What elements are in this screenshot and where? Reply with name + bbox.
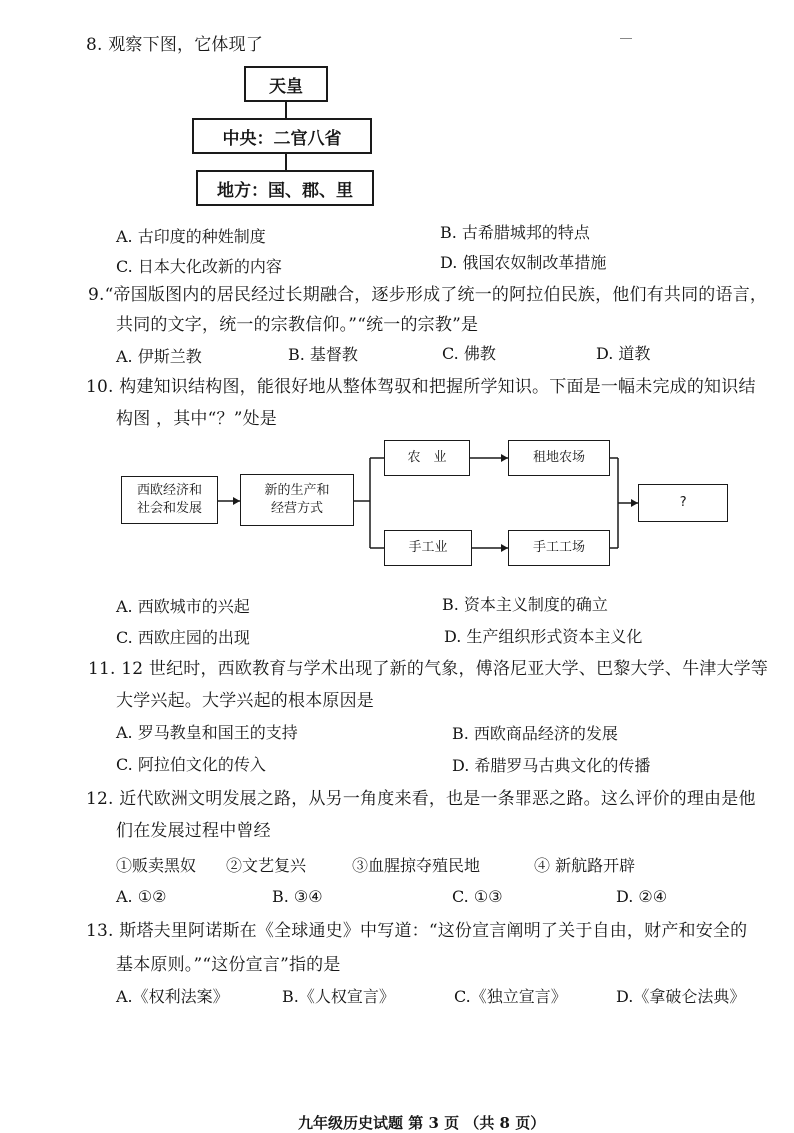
q13-stem-line2: 基本原则。”“这份宣言”指的是 (116, 955, 341, 975)
q13-option-c: C.《独立宣言》 (454, 987, 567, 1006)
q12-stem-line1: 12. 近代欧洲文明发展之路，从另一角度来看，也是一条罪恶之路。这么评价的理由是他 (86, 789, 756, 809)
q12-item-3: ③血腥掠夺殖民地 (352, 856, 481, 875)
q10-box-new-production (240, 474, 354, 526)
q9-option-d: D. 道教 (596, 344, 651, 363)
q12-option-b: B. ③④ (272, 887, 323, 906)
q9-stem-line2: 共同的文字，统一的宗教信仰。”“统一的宗教”是 (116, 315, 479, 335)
q10-option-c: C. 西欧庄园的出现 (116, 628, 250, 647)
q10-option-b: B. 资本主义制度的确立 (442, 595, 608, 614)
q9-option-b: B. 基督教 (288, 345, 358, 364)
q12-option-d: D. ②④ (616, 887, 668, 906)
q12-item-4: ④ 新航路开辟 (534, 856, 636, 875)
q8-option-c: C. 日本大化改新的内容 (116, 257, 282, 276)
q11-option-c: C. 阿拉伯文化的传入 (116, 755, 266, 774)
q12-item-2: ②文艺复兴 (226, 856, 307, 875)
q8-option-b: B. 古希腊城邦的特点 (440, 223, 590, 242)
q10-option-a: A. 西欧城市的兴起 (116, 597, 250, 616)
q9-stem-line1: 9.“帝国版图内的居民经过长期融合，逐步形成了统一的阿拉伯民族，他们有共同的语言， (88, 285, 768, 305)
q11-option-d: D. 希腊罗马古典文化的传播 (452, 756, 651, 775)
q11-stem-line2: 大学兴起。大学兴起的根本原因是 (116, 691, 374, 711)
q12-option-a: A. ①② (116, 887, 167, 906)
q10-stem-line2: 构图 ，其中“？”处是 (116, 409, 277, 429)
page-footer: 九年级历史试题 第 3 页 （共 8 页） (298, 1114, 546, 1132)
q11-stem-line1: 11. 12 世纪时，西欧教育与学术出现了新的气象，傅洛尼亚大学、巴黎大学、牛津大学等 (88, 659, 769, 679)
q8-box-local: 地方：国、郡、里 (196, 170, 374, 206)
q10-option-d: D. 生产组织形式资本主义化 (444, 627, 643, 646)
q10-box-new-production-line1: 新的生产和 (264, 483, 330, 498)
q12-option-c: C. ①③ (452, 887, 503, 906)
q13-option-d: D.《拿破仑法典》 (616, 987, 746, 1006)
q13-stem-line1: 13. 斯塔夫里阿诺斯在《全球通史》中写道：“这份宣言阐明了关于自由，财产和安全的 (86, 921, 748, 941)
q10-box-leased-farm: 租地农场 (508, 440, 610, 476)
q9-option-c: C. 佛教 (442, 344, 496, 363)
q11-option-b: B. 西欧商品经济的发展 (452, 724, 618, 743)
q10-box-handicraft: 手工业 (384, 530, 472, 566)
q10-box-western-economy-line1: 西欧经济和 (136, 483, 202, 498)
q12-item-1: ①贩卖黑奴 (116, 856, 197, 875)
q8-option-d: D. 俄国农奴制改革措施 (440, 253, 607, 272)
q10-box-western-economy-line2: 社会和发展 (136, 501, 202, 516)
scan-speck (620, 38, 632, 39)
q13-option-b: B.《人权宣言》 (282, 987, 395, 1006)
q10-stem-line1: 10. 构建知识结构图，能很好地从整体驾驭和把握所学知识。下面是一幅未完成的知识结 (86, 377, 756, 397)
q10-box-agriculture: 农 业 (384, 440, 470, 476)
q13-option-a: A.《权利法案》 (116, 987, 229, 1006)
q10-box-unknown: ? (638, 484, 728, 522)
q11-option-a: A. 罗马教皇和国王的支持 (116, 723, 298, 742)
q8-stem: 8. 观察下图，它体现了 (86, 35, 264, 55)
q10-box-workshop: 手工工场 (508, 530, 610, 566)
q10-box-new-production-line2: 经营方式 (270, 501, 323, 516)
q8-box-central: 中央：二官八省 (192, 118, 372, 154)
q9-option-a: A. 伊斯兰教 (116, 347, 202, 366)
q12-stem-line2: 们在发展过程中曾经 (116, 821, 271, 841)
q8-box-emperor: 天皇 (244, 66, 328, 102)
q10-box-western-economy (121, 476, 218, 524)
q8-option-a: A. 古印度的种姓制度 (116, 227, 266, 246)
